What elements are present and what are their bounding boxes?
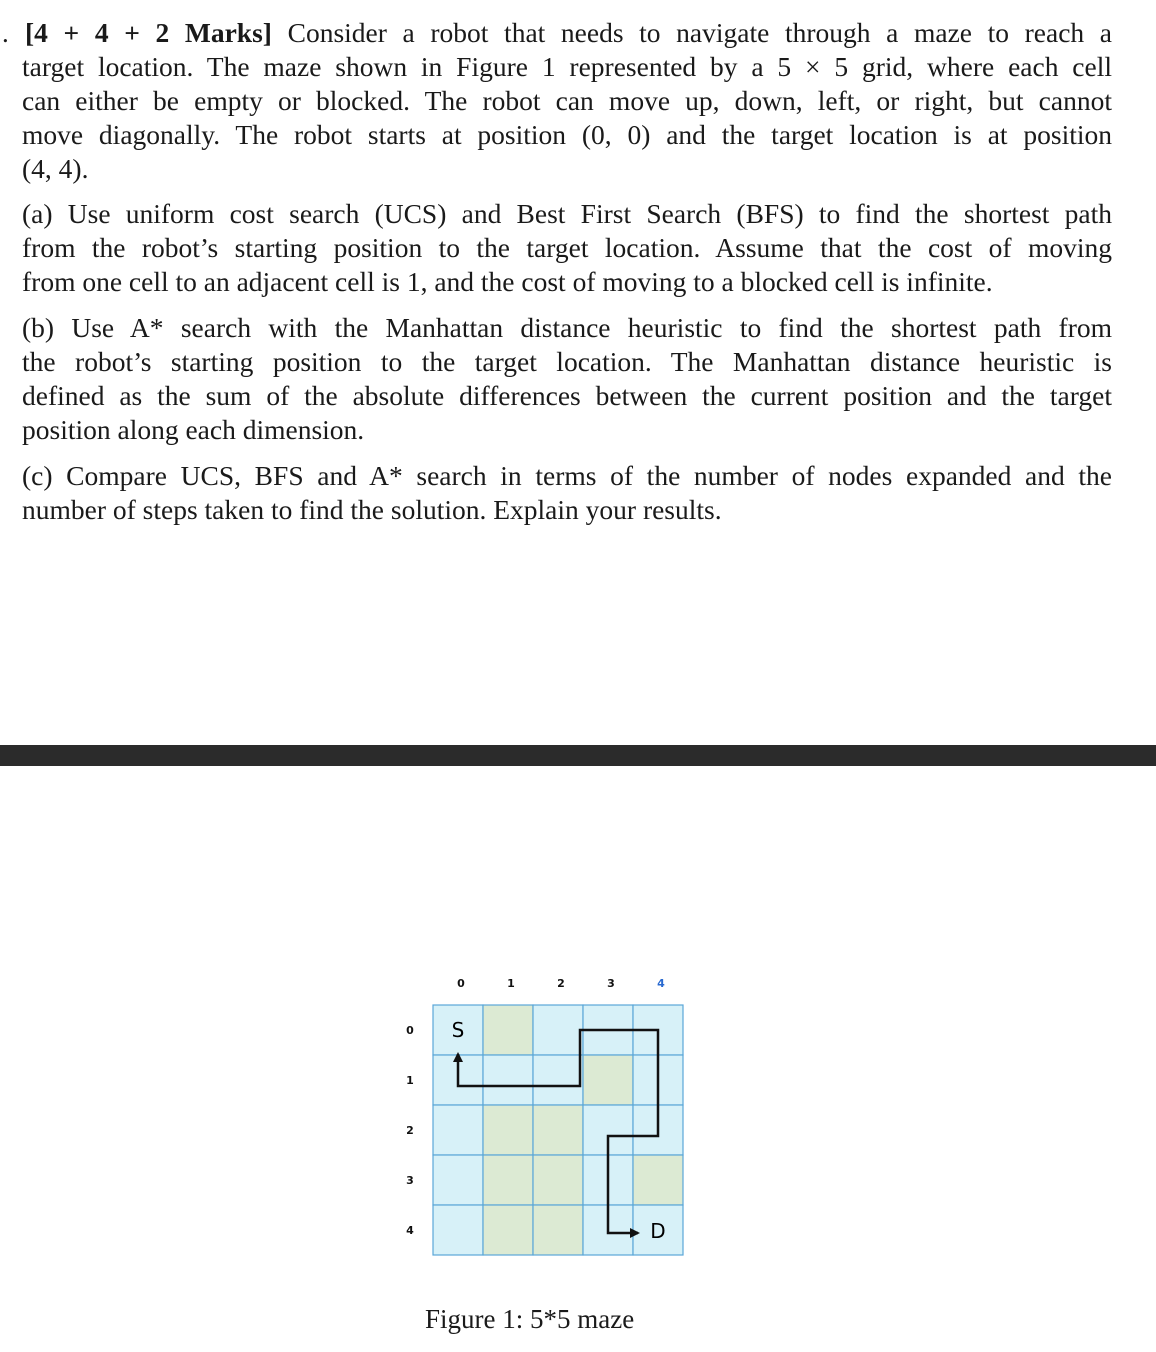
empty-cell-2-0 [433, 1105, 483, 1155]
question-intro [22, 16, 1112, 186]
start-label: S [451, 1018, 465, 1042]
part-b-line-3: defined as the sum of the absolute differences between the current position and the target [22, 380, 1112, 411]
maze-figure [0, 960, 1156, 1290]
intro-line-4: move diagonally. The robot starts at position (0, 0) and the target location is at position [22, 119, 1112, 150]
part-b-line-2: the robot’s starting position to the target location. The Manhattan distance heuristic is [22, 346, 1112, 377]
column-label-4: 4 [657, 977, 665, 990]
column-label-0: 0 [457, 977, 465, 990]
row-label-1: 1 [406, 1074, 414, 1087]
row-label-0: 0 [406, 1024, 414, 1037]
blocked-cell-0-1 [483, 1005, 533, 1055]
blocked-cell-2-2 [533, 1105, 583, 1155]
empty-cell-4-0 [433, 1205, 483, 1255]
part-c [22, 459, 1112, 527]
column-label-2: 2 [557, 977, 565, 990]
blocked-cell-3-2 [533, 1155, 583, 1205]
empty-cell-3-0 [433, 1155, 483, 1205]
empty-cell-1-1 [483, 1055, 533, 1105]
column-labels [457, 977, 665, 990]
row-label-3: 3 [406, 1174, 414, 1187]
intro-line-1: [4 + 4 + 2 Marks] Consider a robot that needs to navigate through a maze to reach a [25, 17, 1112, 48]
intro-line-2: target location. The maze shown in Figure 1 represented by a 5 × 5 grid, where each cell [22, 51, 1112, 82]
target-label: D [650, 1219, 666, 1243]
maze-grid [433, 1005, 683, 1255]
part-b-line-1: (b) Use A* search with the Manhattan distance heuristic to find the shortest path from [22, 312, 1112, 343]
figure-caption: Figure 1: 5*5 maze [425, 1304, 635, 1334]
page-separator-bar [0, 745, 1156, 766]
empty-cell-1-2 [533, 1055, 583, 1105]
blocked-cell-3-1 [483, 1155, 533, 1205]
blocked-cell-4-2 [533, 1205, 583, 1255]
blocked-cell-1-3 [583, 1055, 633, 1105]
intro-line-5: (4, 4). [22, 153, 89, 184]
blocked-cell-4-1 [483, 1205, 533, 1255]
intro-line-3: can either be empty or blocked. The robot can move up, down, left, or right, but cannot [22, 85, 1112, 116]
row-label-2: 2 [406, 1124, 414, 1137]
empty-cell-0-2 [533, 1005, 583, 1055]
part-a-line-2: from the robot’s starting position to the target location. Assume that the cost of moving [22, 232, 1112, 263]
part-a-line-3: from one cell to an adjacent cell is 1, and the cost of moving to a blocked cell is infinite. [22, 266, 993, 297]
row-labels [406, 1024, 414, 1237]
question-bullet: . [2, 18, 9, 48]
part-a-line-1: (a) Use uniform cost search (UCS) and Best First Search (BFS) to find the shortest path [22, 198, 1112, 229]
part-c-line-1: (c) Compare UCS, BFS and A* search in terms of the number of nodes expanded and the [22, 460, 1112, 491]
part-c-line-2: number of steps taken to find the solution. Explain your results. [22, 494, 722, 525]
column-label-3: 3 [607, 977, 615, 990]
part-b-line-4: position along each dimension. [22, 414, 365, 445]
part-a [22, 197, 1112, 299]
row-label-4: 4 [406, 1224, 414, 1237]
column-label-1: 1 [507, 977, 515, 990]
blocked-cell-3-4 [633, 1155, 683, 1205]
blocked-cell-2-1 [483, 1105, 533, 1155]
marks-label: [4 + 4 + 2 Marks] [25, 17, 272, 48]
part-b [22, 311, 1112, 447]
